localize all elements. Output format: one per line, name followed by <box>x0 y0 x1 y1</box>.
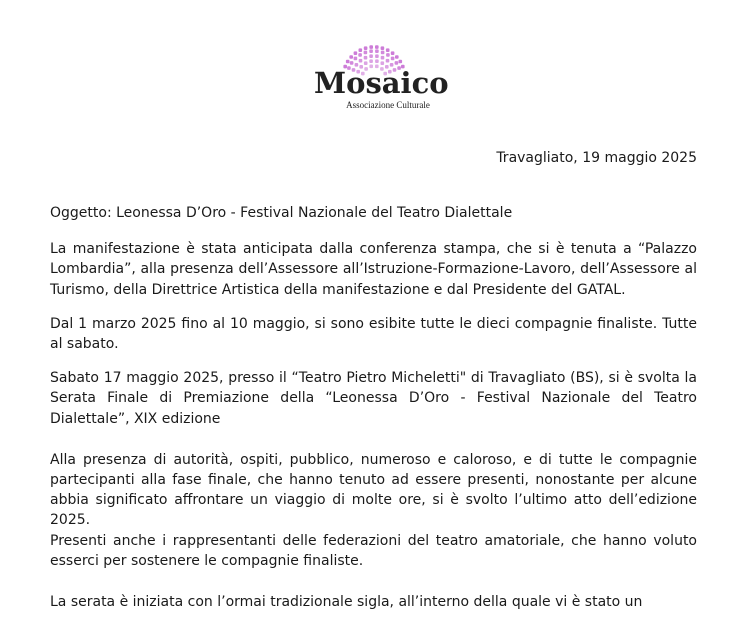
mosaic-tile <box>350 61 354 65</box>
mosaic-tile <box>364 51 368 55</box>
paragraph: Presenti anche i rappresentanti delle federazioni del teatro amatoriale, che hanno voluto esserci per sostenere le compagnie finaliste. <box>50 532 697 569</box>
mosaic-tile <box>381 56 385 60</box>
mosaic-tile <box>375 54 379 58</box>
mosaic-tile <box>386 48 390 52</box>
mosaic-tile <box>391 51 395 55</box>
mosaic-tile <box>395 61 399 65</box>
mosaic-tile <box>375 49 379 53</box>
mosaic-tile <box>364 56 368 60</box>
paragraph: La manifestazione è stata anticipata dalla conferenza stampa, che si è tenuta a “Palazzo Lombardia”, alla presenza dell’Assessore all’Istruzione-Formazione-Lavoro, dell’Assessore al Turismo, della Direttrice Artistica della manifestazione e dal Presidente del GATAL. <box>50 241 697 298</box>
letter-body <box>50 203 697 612</box>
mosaic-tile <box>358 53 362 57</box>
paragraph: La serata è iniziata con l’ormai tradizionale sigla, all’interno della quale vi è stato un <box>50 594 643 611</box>
mosaic-tile <box>381 46 385 50</box>
paragraph: Alla presenza di autorità, ospiti, pubblico, numeroso e caloroso, e di tutte le compagnie partecipanti alla fase finale, che hanno tenuto ad essere presenti, nonostante per alcune abbia significato affrontare un viaggio di molte ore, si è svolto l’ultimo atto dell’edizione 2025. <box>50 451 697 529</box>
mosaico-logo <box>312 44 449 110</box>
mosaic-tile <box>386 53 390 57</box>
mosaic-tile <box>364 46 368 50</box>
mosaic-tile <box>349 55 353 59</box>
mosaic-tile <box>381 51 385 55</box>
mosaic-tile <box>359 59 363 63</box>
mosaic-tile <box>369 45 373 49</box>
logo-subtitle: Associazione Culturale <box>346 100 430 110</box>
mosaic-tile <box>399 60 403 64</box>
paragraph: Dal 1 marzo 2025 fino al 10 maggio, si sono esibite tutte le dieci compagnie finaliste. Tutte al sabato. <box>50 315 697 353</box>
mosaic-tile <box>346 60 350 64</box>
mosaic-tile <box>359 48 363 52</box>
mosaic-tile <box>354 57 358 61</box>
mosaic-tile <box>386 59 390 63</box>
mosaic-tile <box>369 59 373 63</box>
mosaic-tile <box>375 59 379 63</box>
mosaic-tile <box>375 45 379 49</box>
mosaic-tile <box>354 51 358 55</box>
mosaic-tile <box>369 49 373 53</box>
logo-name: Mosaico <box>314 66 449 100</box>
mosaic-tile <box>391 57 395 61</box>
mosaic-tile <box>364 61 368 65</box>
letter-date: Travagliato, 19 maggio 2025 <box>496 150 697 166</box>
mosaic-tile <box>381 61 385 65</box>
letter-subject: Oggetto: Leonessa D’Oro - Festival Nazionale del Teatro Dialettale <box>50 205 513 221</box>
paragraph: Sabato 17 maggio 2025, presso il “Teatro Pietro Micheletti" di Travagliato (BS), si è svolta la Serata Finale di Premiazione della “Leonessa D’Oro - Festival Nazionale del Teatro Dialettale”, XIX edizione <box>50 370 697 427</box>
mosaic-tile <box>395 55 399 59</box>
mosaic-tile <box>369 54 373 58</box>
